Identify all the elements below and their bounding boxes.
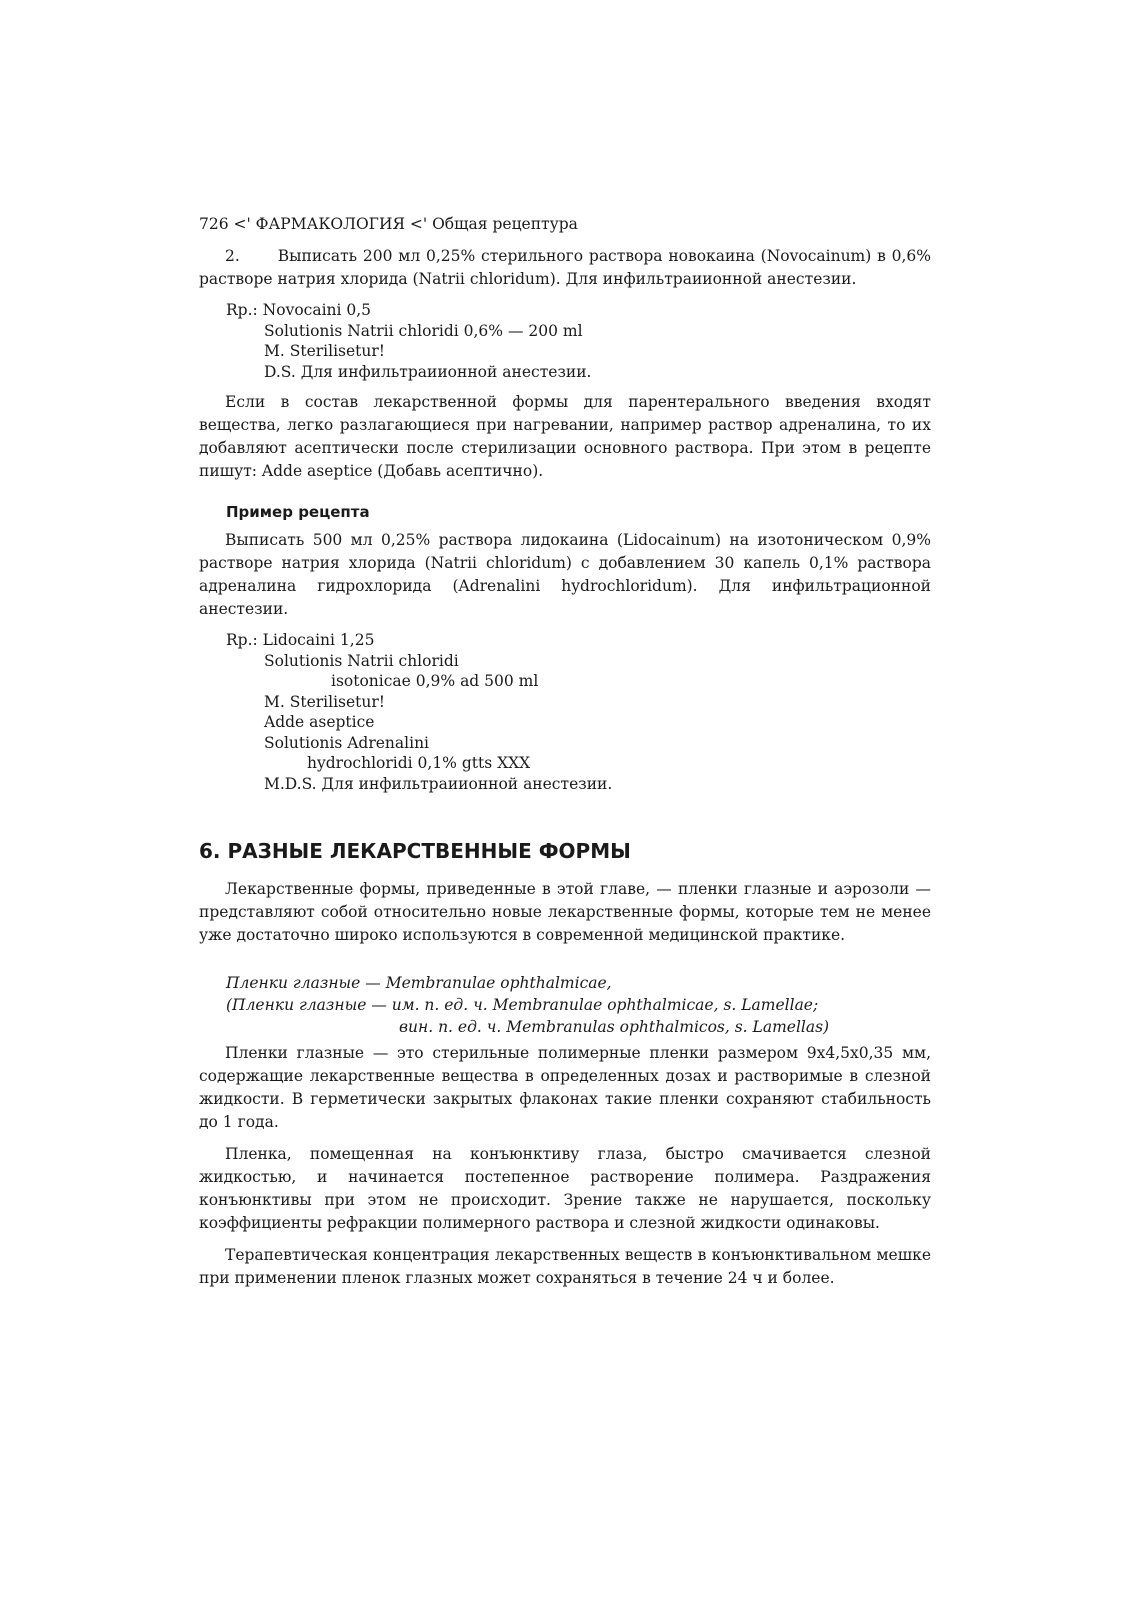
paragraph-films-action: Пленка, помещенная на конъюнктиву глаза, быстро смачивается слезной жидкостью, и начинается постепенное растворение полимера. Раздражения конъюнктивы при этом не происходит. Зрение также не нарушается, поскольку коэффициенты рефракции полимерного раствора и слезной жидкости одинаковы. xyxy=(199,1145,931,1232)
paragraph-text: Выписать 200 мл 0,25% стерильного раствора новокаина (Novocainum) в 0,6% растворе натрия хлорида (Natrii chloridum). Для инфильтраиионной анестезии. xyxy=(199,247,931,288)
rx-line: D.S. Для инфильтраиионной анестезии. xyxy=(264,362,592,381)
paragraph-intro: Лекарственные формы, приведенные в этой главе, — пленки глазные и аэрозоли — представляют собой относительно новые лекарственные формы, которые тем не менее уже достаточно широко используются в современной медицинской практике. xyxy=(199,880,931,944)
latin-line: вин. п. ед. ч. Membranulas ophthalmicos, s. Lamellas) xyxy=(399,1018,830,1036)
rx-line: M.D.S. Для инфильтраиионной анестезии. xyxy=(264,774,613,793)
rx-line: hydrochloridi 0,1% gtts XXX xyxy=(307,754,531,772)
latin-line: (Пленки глазные — им. п. ед. ч. Membranulae ophthalmicae, s. Lamellae; xyxy=(226,996,819,1014)
rx-line: M. Sterilisetur! xyxy=(264,692,386,711)
item-number: 2. xyxy=(225,247,240,265)
rx-line: Rp.: Lidocaini 1,25 xyxy=(226,631,375,649)
rx-line: Solutionis Adrenalini xyxy=(264,733,430,752)
rx-line: Adde aseptice xyxy=(264,713,375,731)
rx-line: Rp.: Novocaini 0,5 xyxy=(226,301,372,319)
section-title: 6. РАЗНЫЕ ЛЕКАРСТВЕННЫЕ ФОРМЫ xyxy=(199,839,631,863)
latin-line: Пленки глазные — Membranulae ophthalmicae, xyxy=(226,974,612,992)
prescription-novocaine xyxy=(199,300,931,382)
example-heading: Пример рецепта xyxy=(226,503,370,521)
paragraph-films-concentration: Терапевтическая концентрация лекарственных веществ в конъюнктивальном мешке при применении пленок глазных может сохраняться в течение 24 ч и более. xyxy=(199,1246,931,1287)
rx-line: Solutionis Natrii chloridi 0,6% — 200 ml xyxy=(264,321,583,340)
paragraph-films-definition: Пленки глазные — это стерильные полимерные пленки размером 9x4,5x0,35 мм, содержащие лекарственные вещества в определенных дозах и растворимые в слезной жидкости. В герметически закрытых флаконах такие пленки сохраняют стабильность до 1 года. xyxy=(199,1044,931,1131)
running-head: 726 <' ФАРМАКОЛОГИЯ <' Общая рецептура xyxy=(199,215,578,233)
prescription-lidocaine xyxy=(199,630,931,794)
paragraph-aseptic: Если в состав лекарственной формы для парентерального введения входят вещества, легко разлагающиеся при нагревании, например раствор адреналина, то их добавляют асептически после стерилизации основного раствора. При этом в рецепте пишут: Adde aseptice (Добавь асептично). xyxy=(199,393,931,480)
rx-line: Solutionis Natrii chloridi xyxy=(264,651,459,670)
rx-line: M. Sterilisetur! xyxy=(264,342,386,360)
page xyxy=(199,213,931,1299)
rx-line: isotonicae 0,9% ad 500 ml xyxy=(331,672,539,690)
paragraph-task-lidocaine: Выписать 500 мл 0,25% раствора лидокаина (Lidocainum) на изотоническом 0,9% растворе натрия хлорида (Natrii chloridum) с добавлением 30 капель 0,1% раствора адреналина гидрохлорида (Adrenalini hydrochloridum). Для инфильтрационной анестезии. xyxy=(199,531,931,618)
paragraph-task-novocaine xyxy=(199,245,931,291)
latin-names xyxy=(199,972,931,1038)
